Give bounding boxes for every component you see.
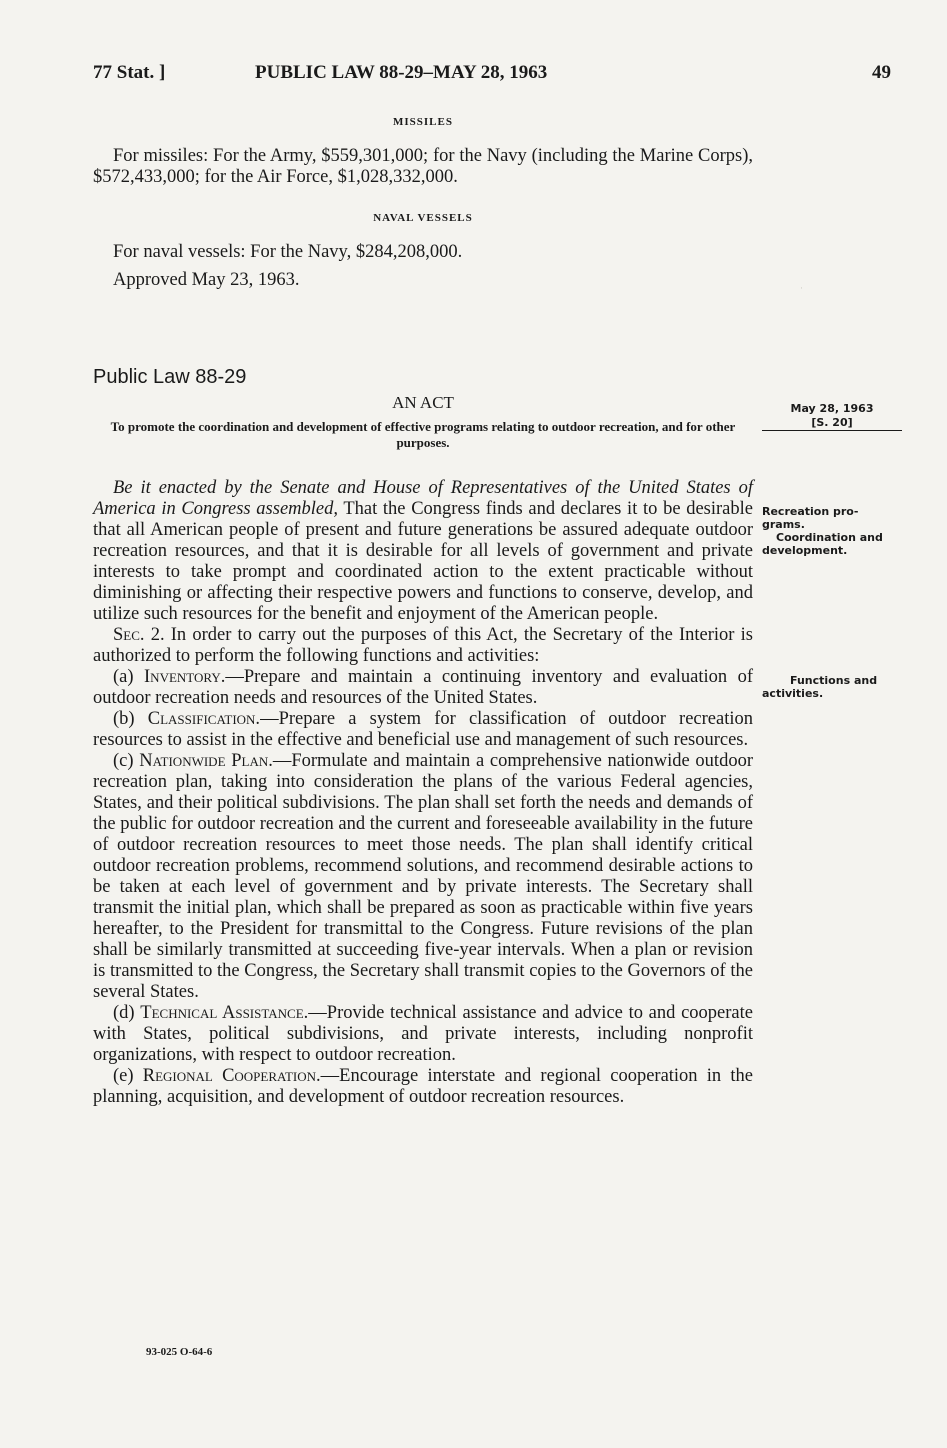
item-d-label: (d) xyxy=(113,1003,141,1023)
enacting-clause xyxy=(93,478,753,625)
naval-vessels-text: For naval vessels: For the Navy, $284,208,000. xyxy=(113,242,463,262)
item-b xyxy=(93,709,753,751)
printing-code: 93-025 O-64-6 xyxy=(146,1346,213,1358)
enactment-date: May 28, 1963 xyxy=(790,402,874,415)
item-a-label: (a) xyxy=(113,667,145,687)
public-law-title: Public Law 88-29 xyxy=(93,366,247,388)
bill-number: [S. 20] xyxy=(811,416,853,429)
item-c-heading: Nationwide Plan. xyxy=(139,751,273,771)
item-e xyxy=(93,1066,753,1108)
statute-volume: 77 Stat. ] xyxy=(93,62,166,83)
margin-note-line: activities. xyxy=(762,687,824,700)
enactment-date-note xyxy=(762,402,902,430)
date-rule xyxy=(762,430,902,431)
margin-note-functions xyxy=(762,674,877,700)
item-c-label: (c) xyxy=(113,751,140,771)
margin-note-line: grams. xyxy=(762,518,805,531)
naval-vessels-heading: NAVAL VESSELS xyxy=(373,212,473,224)
missiles-text: For missiles: For the Army, $559,301,000; for the Navy (including the Marine Corps), $572,433,000; for the Air Force, $1,028,332,000. xyxy=(93,146,753,187)
item-c xyxy=(93,751,753,1003)
item-a-heading: Inventory. xyxy=(144,667,226,687)
act-purpose: To promote the coordination and development of effective programs relating to outdoor recreation, and for other purposes. xyxy=(110,419,736,450)
running-header: PUBLIC LAW 88-29–MAY 28, 1963 xyxy=(255,62,548,83)
item-e-text: —Encourage interstate and regional cooperation in the planning, acquisition, and development of outdoor recreation resources. xyxy=(93,1066,753,1107)
act-body xyxy=(93,478,753,1108)
item-d-text: —Provide technical assistance and advice to and cooperate with States, political subdivisions, and private interests, including nonprofit organizations, with respect to outdoor recreation. xyxy=(93,1003,753,1065)
item-b-text: —Prepare a system for classification of outdoor recreation resources to assist in the effective and beneficial use and management of such resources. xyxy=(93,709,753,750)
section-2 xyxy=(93,625,753,667)
section-2-text: In order to carry out the purposes of this Act, the Secretary of the Interior is authorized to perform the following functions and activities: xyxy=(93,625,753,666)
margin-note-line: development. xyxy=(762,544,848,557)
missiles-heading: MISSILES xyxy=(393,116,453,128)
margin-note-line: Functions and xyxy=(790,674,878,687)
section-2-label: Sec. 2. xyxy=(113,625,165,645)
item-d xyxy=(93,1003,753,1066)
item-c-text: —Formulate and maintain a comprehensive nationwide outdoor recreation plan, taking into consideration the plans of the various Federal agencies, States, and their political subdivisions. The plan shall set forth the needs and demands of the public for outdoor recreation and the current and foreseeable availability in the future of outdoor recreation resources to meet those needs. The plan shall identify critical outdoor recreation problems, recommend solutions, and recommend desirable actions to be taken at each level of government and by private interests. The Secretary shall transmit the initial plan, which shall be prepared as soon as practicable within five years hereafter, to the President for transmittal to the Congress. Future revisions of the plan shall be similarly transmitted at succeeding five-year intervals. When a plan or revision is transmitted to the Congress, the Secretary shall transmit copies to the Governors of the several States. xyxy=(93,751,753,1002)
page-number: 49 xyxy=(872,62,891,83)
naval-vessels-section xyxy=(93,212,753,291)
item-b-label: (b) xyxy=(113,709,148,729)
missiles-section xyxy=(93,116,753,188)
approved-line: Approved May 23, 1963. xyxy=(113,270,300,290)
margin-note-line: Coordination and xyxy=(776,531,883,544)
item-a-text: —Prepare and maintain a continuing inventory and evaluation of outdoor recreation needs and resources of the United States. xyxy=(93,667,753,708)
margin-note-line: Recreation pro- xyxy=(762,505,859,518)
item-e-label: (e) xyxy=(113,1066,143,1086)
bleed-through-mark: · xyxy=(800,283,803,293)
margin-note-recreation xyxy=(762,505,883,557)
item-e-heading: Regional Cooperation. xyxy=(142,1066,321,1086)
item-a xyxy=(93,667,753,709)
item-d-heading: Technical Assistance. xyxy=(140,1003,309,1023)
an-act-heading: AN ACT xyxy=(392,393,454,412)
item-b-heading: Classification. xyxy=(147,709,261,729)
enacting-text: That the Congress finds and declares it to be desirable that all American people of present and future generations be assured adequate outdoor recreation resources, and that it is desirable for all levels of government and private interests to take prompt and coordinated action to the extent practicable without diminishing or affecting their respective powers and functions to conserve, develop, and utilize such resources for the benefit and enjoyment of the American people. xyxy=(93,499,753,624)
enacting-formula: Be it enacted by the Senate and House of Representatives of the United States of America in Congress assembled, xyxy=(93,478,753,519)
